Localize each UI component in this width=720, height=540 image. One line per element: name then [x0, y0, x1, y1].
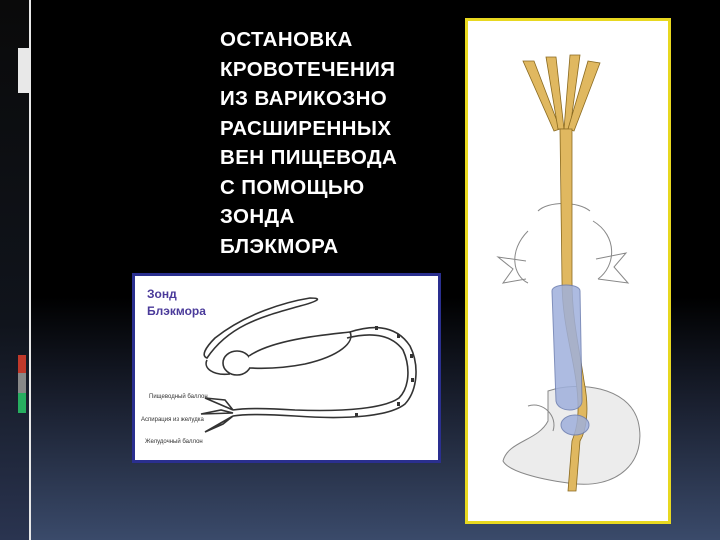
deco-red-block — [18, 355, 26, 373]
tube-marker — [375, 326, 378, 330]
tube-marker — [397, 402, 400, 406]
title-line: ВЕН ПИЩЕВОДА — [220, 146, 398, 169]
deco-green-block — [18, 393, 26, 413]
title-line: БЛЭКМОРА — [220, 234, 339, 258]
port-gastric — [205, 416, 233, 432]
title-line: КРОВОТЕЧЕНИЯ — [220, 57, 396, 81]
label-esophageal-balloon: Пищеводный баллон — [149, 394, 208, 400]
esophageal-balloon — [249, 332, 351, 368]
tube-drawing — [135, 276, 438, 460]
title-line: ИЗ ВАРИКОЗНО — [220, 87, 388, 110]
label-gastric-balloon: Желудочный баллон — [145, 439, 203, 445]
port-aspiration — [201, 410, 233, 414]
bronchus-right — [596, 253, 628, 283]
tube-marker — [355, 413, 358, 417]
deco-block-top — [18, 48, 30, 93]
port-esophageal — [205, 398, 233, 410]
gastric-balloon-anatomy — [561, 415, 589, 435]
tube-marker — [397, 334, 400, 338]
blakemore-tube-diagram — [132, 273, 441, 463]
esophageal-balloon-anatomy — [552, 285, 582, 410]
anatomy-illustration — [465, 18, 671, 524]
title-line: ОСТАНОВКА — [220, 28, 353, 51]
title-line: ЗОНДА — [220, 205, 295, 228]
deco-gray-block — [18, 373, 26, 393]
title-line: РАСШИРЕННЫХ — [220, 116, 392, 140]
label-aspiration: Аспирация из желудка — [141, 417, 204, 423]
title-line: С ПОМОЩЬЮ — [220, 175, 365, 199]
diagram-label-line2: Блэкмора — [147, 304, 206, 318]
slide-title — [220, 25, 450, 261]
diagram-label-line1: Зонд — [147, 287, 177, 301]
gastric-balloon — [223, 351, 251, 375]
tube-marker — [411, 378, 414, 382]
tube-marker — [410, 354, 413, 358]
anatomy-drawing — [468, 21, 668, 521]
